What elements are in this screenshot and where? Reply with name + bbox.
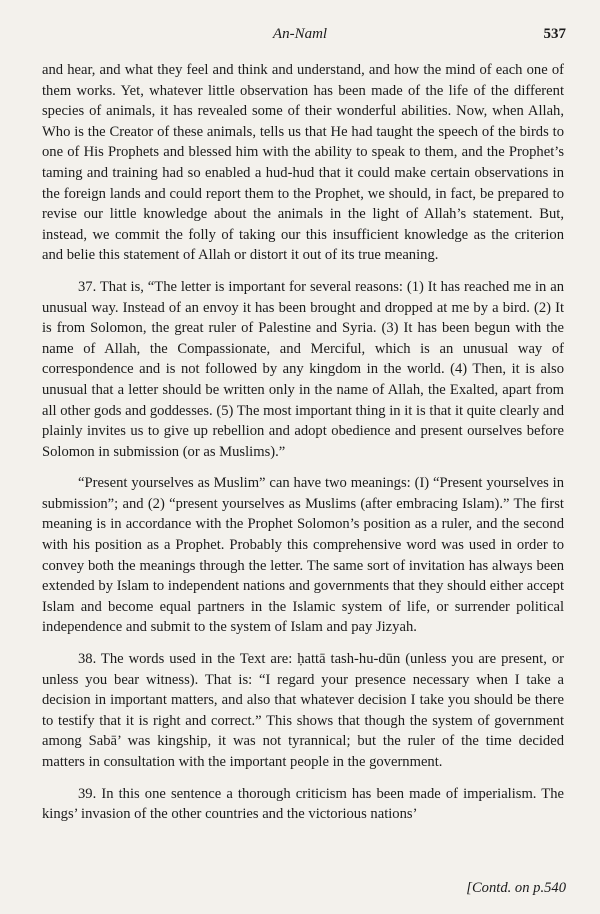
note-39: 39. In this one sentence a thorough criticism has been made of imperialism. The kings’ invasion of the other countries and the victorious nations’ xyxy=(42,785,564,823)
note-37: 37. That is, “The letter is important for several reasons: (1) It has reached me in an unusual way. Instead of an envoy it has been brought and dropped at me by a bird. (2) It is from Solomon, the great ruler of Palestine and Syria. (3) It has been begun with the name of Allah, the Compassionate, and Merciful, which is an unusual way of correspondence and is not followed by any kingdom in the world. (4) Then, it is also unusual that a letter should be written only in the name of Allah, the Exalted, apart from all other gods and goddesses. (5) The most important thing in it is that it quite clearly and plainly invites us to give up rebellion and adopt obedience and present ourselves before Solomon in submission (or as Muslims).” xyxy=(42,278,564,460)
note-37-continued: “Present yourselves as Muslim” can have two meanings: (I) “Present yourselves in submission”; and (2) “present yourselves as Muslims (after embracing Islam).” The first meaning is in accordance with the Prophet Solomon’s position as a ruler, and the second with his position as a Prophet. Probably this comprehensive word was used in order to convey both the meanings through the letter. The same sort of invitation has always been extended by Islam to independent nations and governments that they should either accept Islam and become equal partners in the Islamic system of life, or surrender political independence and submit to the system of Islam and pay Jizyah. xyxy=(42,475,564,636)
note-38: 38. The words used in the Text are: ḥattā tash-hu-dūn (unless you are present, or unless you bear witness). That is: “I regard your presence necessary when I take a decision in important matters, and also that whatever decision I take you should be there to testify that it is right and correct.” This shows that though the system of government among Sabā’ was kingship, it was not tyrannical; but the ruler of the time decided matters in consultation with the important people in the government. xyxy=(42,651,564,770)
page-header xyxy=(0,26,600,48)
page-body xyxy=(42,60,564,825)
paragraph-continued: and hear, and what they feel and think and understand, and how the mind of each one of them works. Yet, whatever little observation has been made of the life of the different species of animals, it has revealed some of their wonderful abilities. Now, when Allah, Who is the Creator of these animals, tells us that He had taught the speech of the birds to one of His Prophets and blessed him with the ability to speak to them, and the Prophet’s taming and training had so enabled a hud-hud that it could make certain observations in the foreign lands and could report them to the Prophet, we should, in fact, be prepared to revise our little knowledge about the animals in the light of Allah’s statement. But, instead, we commit the folly of taking our this insufficient knowledge as the criterion and belie this statement of Allah or distort it out of its true meaning. xyxy=(42,62,564,264)
running-title: An-Naml xyxy=(272,26,328,42)
page-number: 537 xyxy=(543,26,566,42)
continuation-note: [Contd. on p.540 xyxy=(466,880,566,896)
